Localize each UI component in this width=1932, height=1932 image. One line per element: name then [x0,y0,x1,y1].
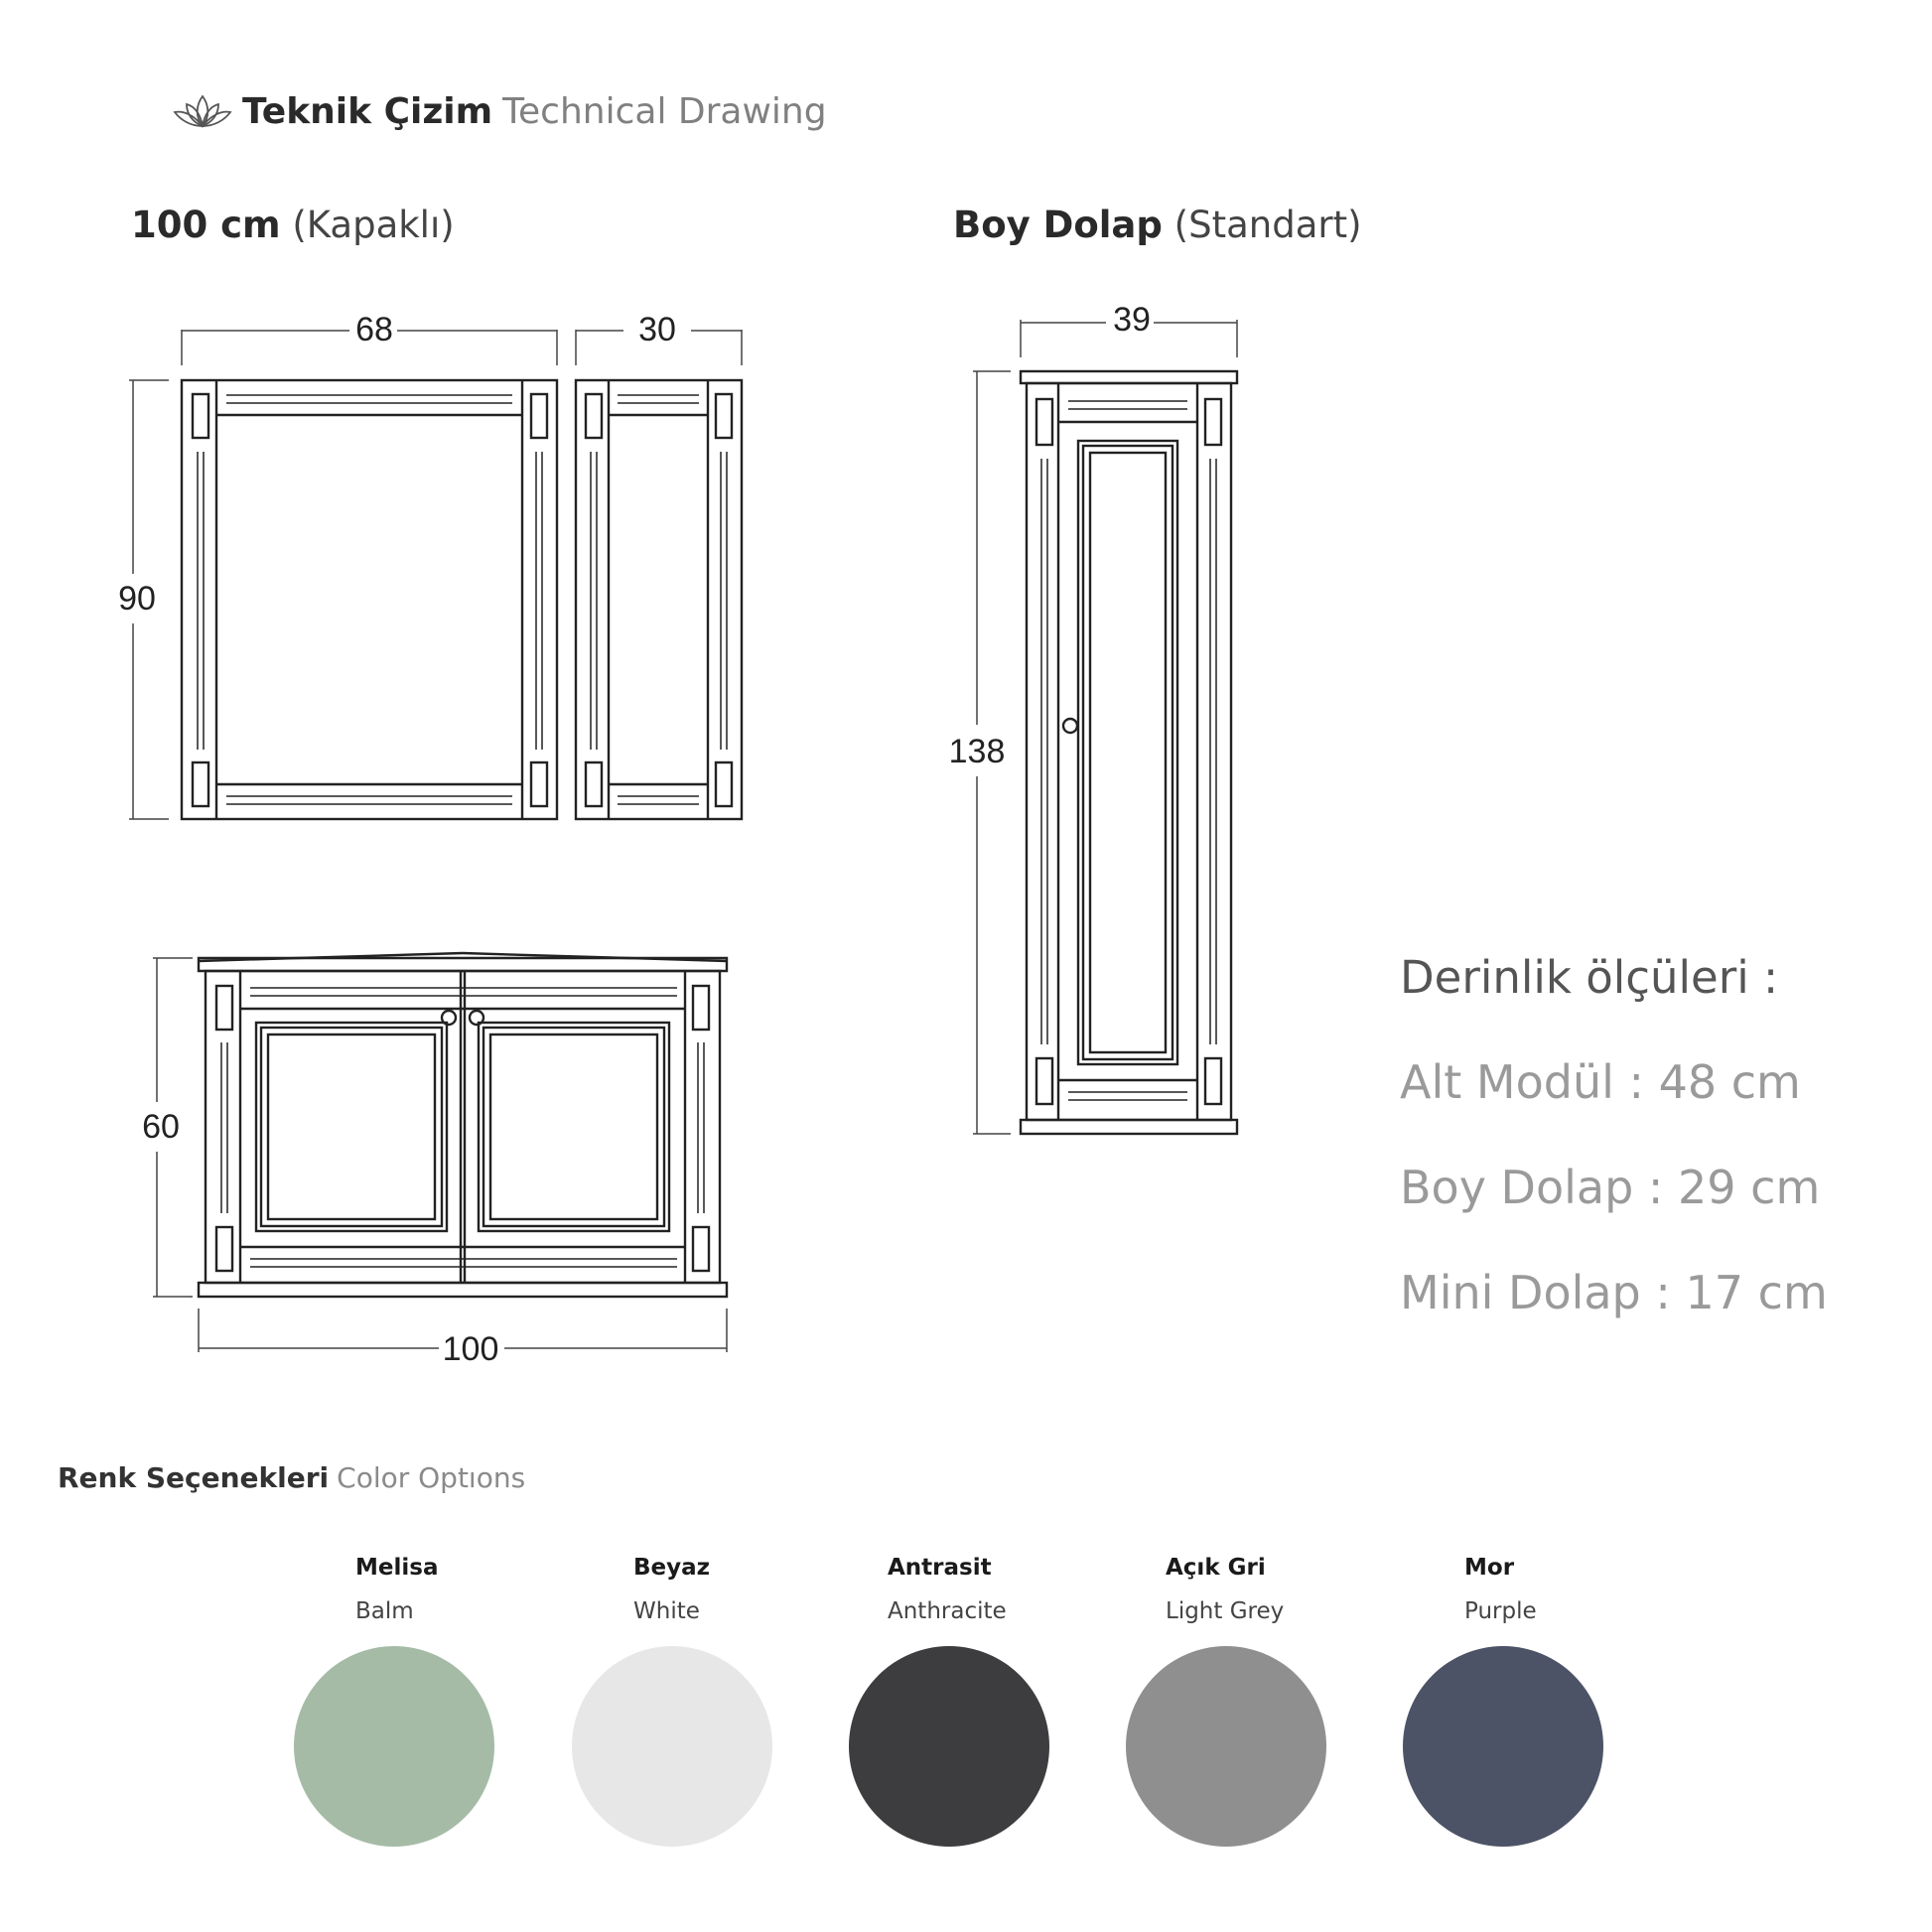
section-right-bold: Boy Dolap [953,204,1163,246]
dim-cabinet-width: 30 [638,311,676,348]
dim-base-height: 60 [142,1108,180,1146]
swatch-circle-beyaz[interactable] [572,1646,772,1847]
section-left-paren: (Kapaklı) [292,204,455,246]
section-left-bold: 100 cm [131,204,281,246]
swatch-name-mor: Mor [1464,1555,1515,1581]
swatch-sub-purple: Purple [1464,1598,1537,1624]
dim-mirror-height: 90 [118,580,156,618]
header-title-light: Technical Drawing [502,91,827,132]
dim-mirror-width: 68 [355,311,393,348]
header-title-bold: Teknik Çizim [242,91,493,132]
color-options-title [58,1461,525,1494]
swatch-name-antrasit: Antrasit [888,1555,992,1581]
color-options-title-bold: Renk Seçenekleri [58,1461,330,1494]
swatch-sub-white: White [633,1598,700,1624]
side-cabinet-drawing [576,380,742,819]
depth-row-boy-dolap: Boy Dolap : 29 cm [1400,1161,1821,1214]
swatch-sub-anthracite: Anthracite [888,1598,1007,1624]
depth-row-alt-modul: Alt Modül : 48 cm [1400,1055,1801,1109]
depth-row-mini-dolap: Mini Dolap : 17 cm [1400,1266,1828,1319]
dim-base-width: 100 [442,1330,499,1368]
color-options-title-light: Color Optıons [337,1461,526,1494]
swatch-sub-light-grey: Light Grey [1166,1598,1285,1624]
depth-heading: Derinlik ölçüleri : [1400,951,1779,1004]
swatch-name-acik-gri: Açık Gri [1166,1555,1266,1581]
mirror-drawing [182,380,557,819]
swatch-circle-antrasit[interactable] [849,1646,1049,1847]
section-right-paren: (Standart) [1173,204,1362,246]
swatch-sub-balm: Balm [355,1598,414,1624]
swatch-circle-melisa[interactable] [294,1646,494,1847]
dim-tall-height: 138 [948,733,1006,770]
swatch-circle-mor[interactable] [1403,1646,1603,1847]
base-cabinet-drawing [199,953,727,1297]
depth-measurements [1400,951,1828,1371]
swatch-name-beyaz: Beyaz [633,1555,711,1581]
tall-cabinet-drawing [1021,371,1237,1134]
dim-tall-width: 39 [1113,301,1151,339]
swatch-name-melisa: Melisa [355,1555,439,1581]
swatch-circle-acik-gri[interactable] [1126,1646,1326,1847]
